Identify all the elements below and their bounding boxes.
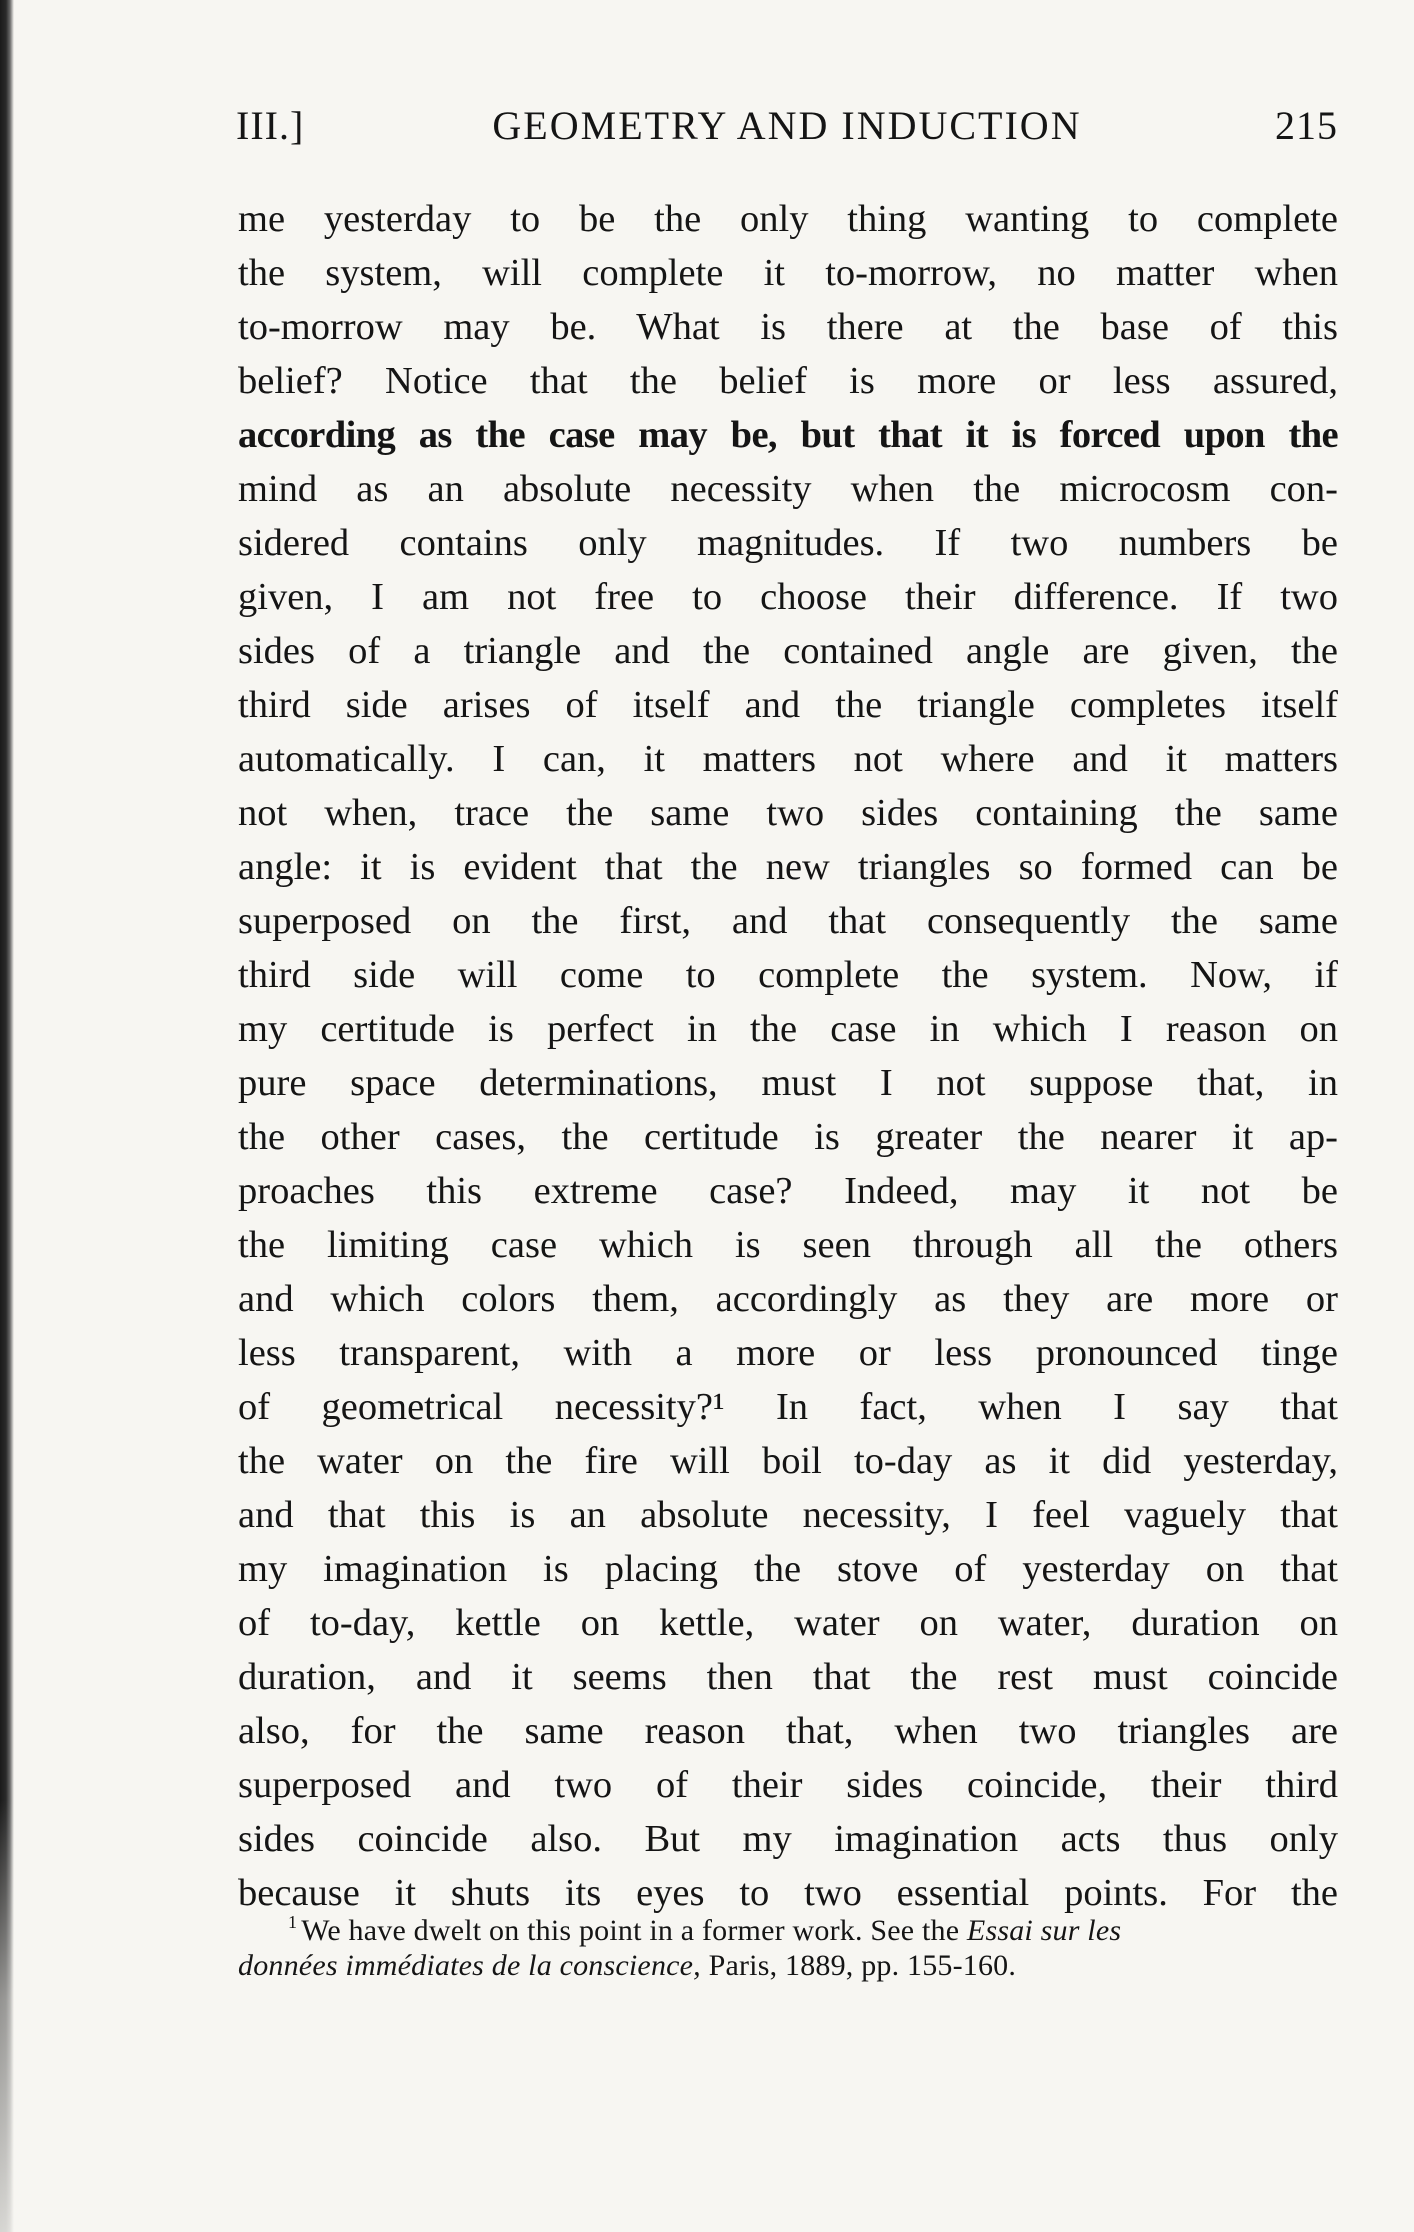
footnote-text: We have dwelt on this point in a former work. See the — [301, 1914, 967, 1947]
text-line: automatically. I can, it matters not where and it matters — [238, 738, 1338, 780]
chapter-marker: III.] — [236, 103, 305, 148]
text-line: the system, will complete it to-morrow, no matter when — [238, 252, 1338, 294]
text-line: not when, trace the same two sides containing the same — [238, 792, 1338, 834]
text-line: superposed on the first, and that consequently the same — [238, 900, 1338, 942]
text-line: mind as an absolute necessity when the microcosm con- — [238, 468, 1338, 510]
text-line: sides coincide also. But my imagination acts thus only — [238, 1818, 1338, 1860]
text-line: because it shuts its eyes to two essential points. For the — [238, 1872, 1338, 1914]
footnote-title-part-1: Essai sur les — [966, 1914, 1122, 1947]
running-title: GEOMETRY AND INDUCTION — [492, 103, 1082, 148]
text-line: me yesterday to be the only thing wanting to complete — [238, 198, 1338, 240]
footnote — [238, 1900, 1338, 1988]
text-line: sides of a triangle and the contained angle are given, the — [238, 630, 1338, 672]
text-line: according as the case may be, but that it is forced upon the — [238, 414, 1338, 456]
page-number: 215 — [1275, 103, 1338, 148]
text-line: my certitude is perfect in the case in which I reason on — [238, 1008, 1338, 1050]
footnote-marker: 1 — [288, 1912, 298, 1932]
text-line: third side will come to complete the system. Now, if — [238, 954, 1338, 996]
footnote-line-2 — [238, 1944, 1338, 1988]
text-line: of geometrical necessity?¹ In fact, when I say that — [238, 1386, 1338, 1428]
text-line: given, I am not free to choose their difference. If two — [238, 576, 1338, 618]
text-line: angle: it is evident that the new triangles so formed can be — [238, 846, 1338, 888]
text-line: and that this is an absolute necessity, I feel vaguely that — [238, 1494, 1338, 1536]
text-line: sidered contains only magnitudes. If two numbers be — [238, 522, 1338, 564]
footnote-citation: Paris, 1889, pp. 155-160. — [700, 1949, 1017, 1982]
binding-edge-fade — [0, 1800, 18, 2232]
text-line: the water on the fire will boil to-day as it did yesterday, — [238, 1440, 1338, 1482]
body-text — [238, 192, 1338, 1920]
text-line: duration, and it seems then that the rest must coincide — [238, 1656, 1338, 1698]
text-line: of to-day, kettle on kettle, water on water, duration on — [238, 1602, 1338, 1644]
text-line: proaches this extreme case? Indeed, may it not be — [238, 1170, 1338, 1212]
text-line: my imagination is placing the stove of yesterday on that — [238, 1548, 1338, 1590]
text-line: less transparent, with a more or less pronounced tinge — [238, 1332, 1338, 1374]
text-line: to-morrow may be. What is there at the base of this — [238, 306, 1338, 348]
text-line: the limiting case which is seen through all the others — [238, 1224, 1338, 1266]
text-line: also, for the same reason that, when two triangles are — [238, 1710, 1338, 1752]
text-line: superposed and two of their sides coincide, their third — [238, 1764, 1338, 1806]
footnote-title-part-2: données immédiates de la conscience, — [238, 1949, 701, 1982]
text-line: third side arises of itself and the triangle completes itself — [238, 684, 1338, 726]
text-line: belief? Notice that the belief is more or less assured, — [238, 360, 1338, 402]
footnote-line-1 — [238, 1900, 1338, 1947]
text-line: pure space determinations, must I not suppose that, in — [238, 1062, 1338, 1104]
text-line: the other cases, the certitude is greater the nearer it ap- — [238, 1116, 1338, 1158]
text-line: and which colors them, accordingly as they are more or — [238, 1278, 1338, 1320]
running-head — [236, 96, 1338, 156]
